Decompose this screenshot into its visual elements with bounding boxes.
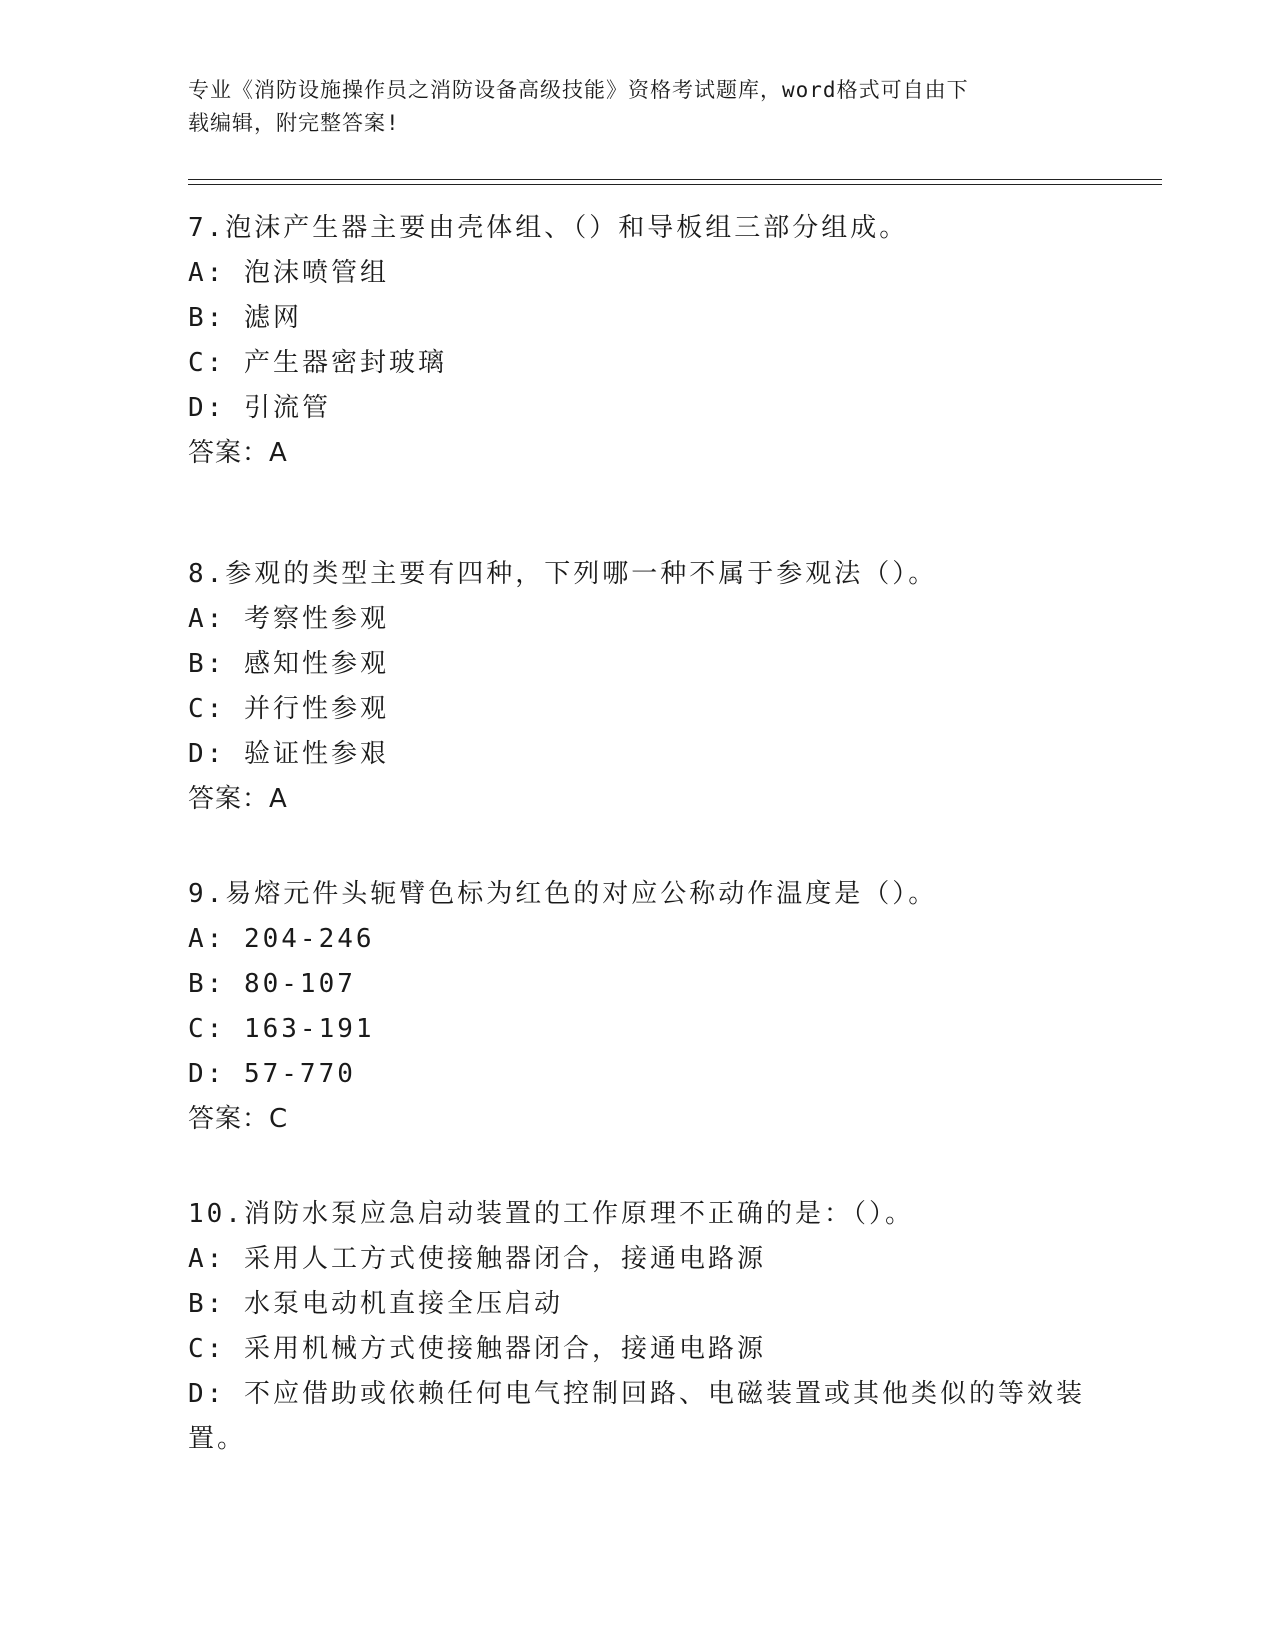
option-b: B: 水泵电动机直接全压启动 <box>188 1289 563 1319</box>
option-c: C: 163-191 <box>188 1014 375 1044</box>
option-a: A: 泡沫喷管组 <box>188 258 389 288</box>
option-c: C: 并行性参观 <box>188 694 389 724</box>
answer: 答案：C <box>188 1104 289 1134</box>
question-stem: 9.易熔元件头轭臂色标为红色的对应公称动作温度是（）。 <box>188 879 938 909</box>
question-7 <box>188 206 1088 476</box>
question-stem: 7.泡沫产生器主要由壳体组、（）和导板组三部分组成。 <box>188 213 909 243</box>
answer: 答案：A <box>188 438 288 468</box>
option-d: D: 验证性参艰 <box>188 739 389 769</box>
header-line-1: 专业《消防设施操作员之消防设备高级技能》资格考试题库，word格式可自由下 <box>188 78 969 102</box>
question-stem: 10.消防水泵应急启动装置的工作原理不正确的是：（）。 <box>188 1199 914 1229</box>
option-b: B: 滤网 <box>188 303 302 333</box>
question-10 <box>188 1192 1088 1462</box>
option-b: B: 80-107 <box>188 969 356 999</box>
header-line-2: 载编辑，附完整答案! <box>188 111 400 135</box>
question-9 <box>188 872 1088 1142</box>
option-d: D: 引流管 <box>188 393 331 423</box>
option-d: D: 不应借助或依赖任何电气控制回路、电磁装置或其他类似的等效装置。 <box>188 1379 1085 1454</box>
option-b: B: 感知性参观 <box>188 649 389 679</box>
option-d: D: 57-770 <box>188 1059 356 1089</box>
option-a: A: 204-246 <box>188 924 375 954</box>
header-divider-bottom <box>188 184 1162 185</box>
option-a: A: 采用人工方式使接触器闭合，接通电路源 <box>188 1244 766 1274</box>
question-8 <box>188 552 1088 822</box>
header-divider-top <box>188 179 1162 180</box>
option-c: C: 产生器密封玻璃 <box>188 348 447 378</box>
document-header <box>188 74 1088 140</box>
option-a: A: 考察性参观 <box>188 604 389 634</box>
question-stem: 8.参观的类型主要有四种，下列哪一种不属于参观法（）。 <box>188 559 938 589</box>
option-c: C: 采用机械方式使接触器闭合，接通电路源 <box>188 1334 766 1364</box>
answer: 答案：A <box>188 784 288 814</box>
